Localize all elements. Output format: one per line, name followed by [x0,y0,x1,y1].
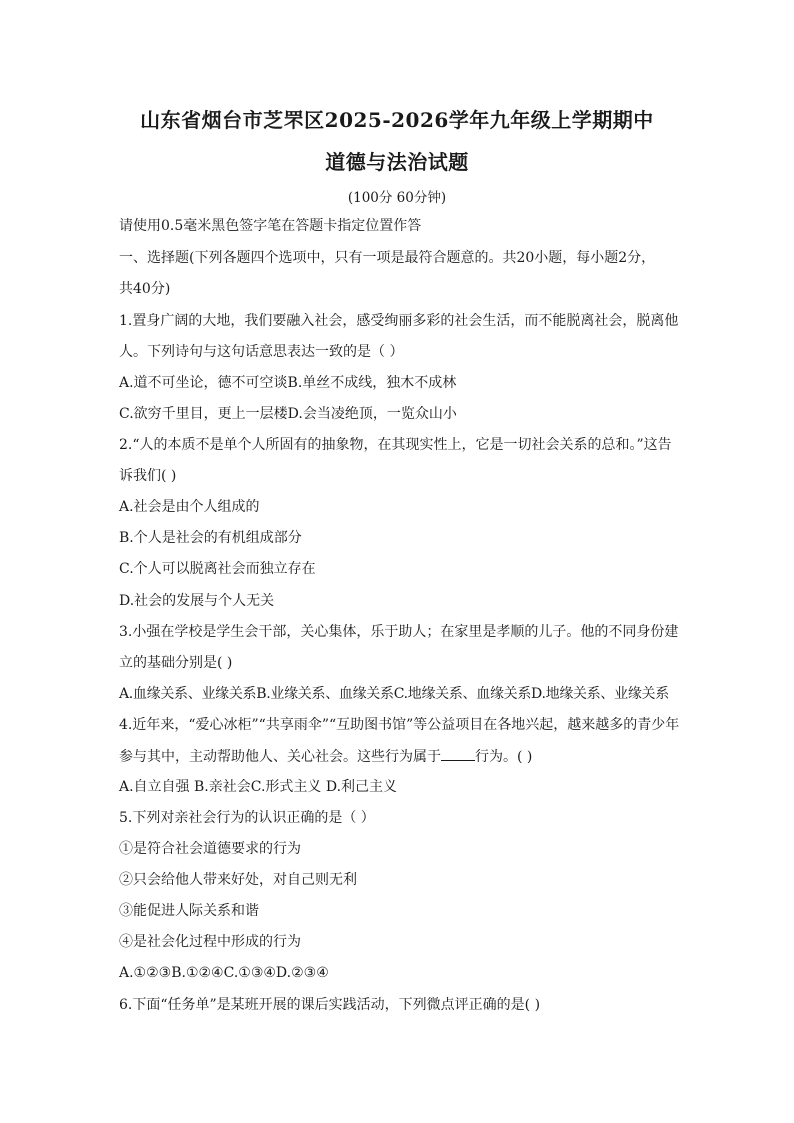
question-4-options: A.自立自强 B.亲社会C.形式主义 D.利己主义 [119,779,398,795]
question-5-options: A.①②③B.①②④C.①③④D.②③④ [119,965,329,981]
fill-in-blank [441,746,475,761]
question-4-stem: 4.近年来，“爱心冰柜”“共享雨伞”“互助图书馆”等公益项目在各地兴起，越来越多的青少年 [119,717,680,733]
question-1-stem-cont: 人。下列诗句与这句话意思表达一致的是（ ） [119,344,404,360]
question-3-stem: 3.小强在学校是学生会干部，关心集体，乐于助人；在家里是孝顺的儿子。他的不同身份建 [119,624,679,640]
question-5-item-4: ④是社会化过程中形成的行为 [119,934,301,950]
question-5-item-1: ①是符合社会道德要求的行为 [119,841,301,857]
question-4-stem-cont [119,746,679,767]
exam-subject-title: 道德与法治试题 [325,150,469,174]
question-6-stem: 6.下面“任务单”是某班开展的课后实践活动，下列微点评正确的是( ) [119,997,541,1013]
question-3-stem-cont: 立的基础分别是( ) [119,655,233,671]
question-2-stem-cont: 诉我们( ) [119,468,177,484]
question-4-text-after-blank: 行为。( ) [475,749,533,765]
question-2-option-b: B.个人是社会的有机组成部分 [119,530,302,546]
question-1-options-cd: C.欲穷千里目，更上一层楼D.会当凌绝顶，一览众山小 [119,406,457,422]
exam-title: 山东省烟台市芝罘区2025-2026学年九年级上学期期中 [140,108,654,132]
question-2-stem: 2.“人的本质不是单个人所固有的抽象物，在其现实性上，它是一切社会关系的总和。”这告 [119,437,672,453]
question-1-stem: 1.置身广阔的大地，我们要融入社会，感受绚丽多彩的社会生活，而不能脱离社会，脱离他 [119,313,679,329]
exam-score-time: (100分 60分钟) [347,190,447,206]
question-5-item-3: ③能促进人际关系和谐 [119,903,259,919]
question-5-stem: 5.下列对亲社会行为的认识正确的是（ ） [119,810,375,826]
question-4-text-before-blank: 参与其中，主动帮助他人、关心社会。这些行为属于 [119,749,441,765]
question-2-option-d: D.社会的发展与个人无关 [119,593,275,609]
section-1-heading-cont: 共40分) [119,281,171,297]
answer-instruction: 请使用0.5毫米黑色签字笔在答题卡指定位置作答 [119,218,422,234]
section-1-heading: 一、选择题(下列各题四个选项中，只有一项是最符合题意的。共20小题，每小题2分， [119,250,656,266]
question-1-options-ab: A.道不可坐论，德不可空谈B.单丝不成线，独木不成林 [119,375,457,391]
question-2-option-a: A.社会是由个人组成的 [119,499,260,515]
question-5-item-2: ②只会给他人带来好处，对自己则无利 [119,872,357,888]
question-3-options: A.血缘关系、业缘关系B.业缘关系、血缘关系C.地缘关系、血缘关系D.地缘关系、业缘关系 [119,686,669,702]
question-2-option-c: C.个人可以脱离社会而独立存在 [119,561,316,577]
